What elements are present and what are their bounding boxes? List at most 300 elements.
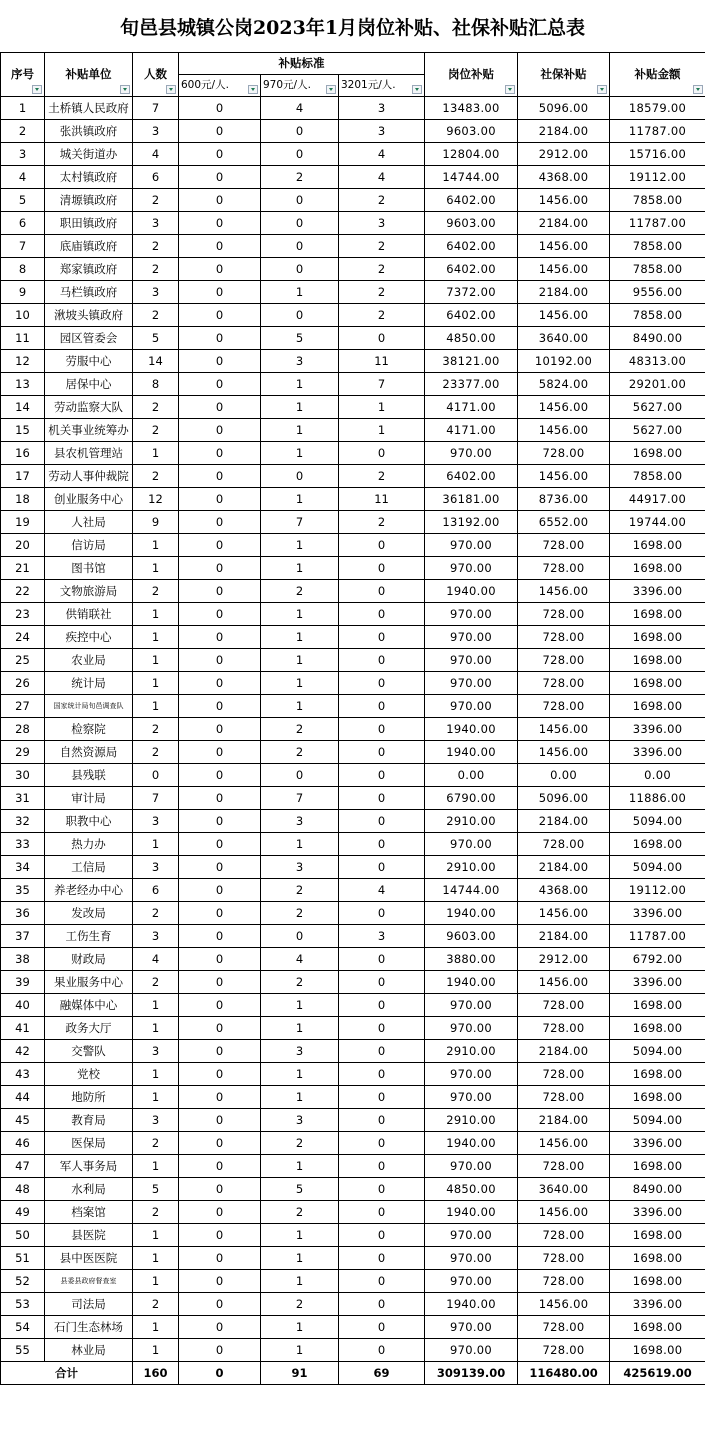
header-count[interactable]: 人数 bbox=[133, 53, 179, 97]
cell-std-600[interactable]: 0 bbox=[179, 764, 261, 787]
cell-unit[interactable]: 水利局 bbox=[45, 1178, 133, 1201]
table-row[interactable] bbox=[1, 718, 705, 741]
cell-std-3201[interactable]: 0 bbox=[339, 764, 425, 787]
cell-count[interactable]: 2 bbox=[133, 304, 179, 327]
cell-unit[interactable]: 创业服务中心 bbox=[45, 488, 133, 511]
cell-seq[interactable]: 9 bbox=[1, 281, 45, 304]
table-row[interactable] bbox=[1, 327, 705, 350]
cell-unit[interactable]: 石门生态林场 bbox=[45, 1316, 133, 1339]
cell-std-970[interactable]: 1 bbox=[261, 1270, 339, 1293]
header-std-970[interactable]: 970元/人. bbox=[261, 75, 339, 97]
cell-count[interactable]: 3 bbox=[133, 281, 179, 304]
filter-dropdown-icon[interactable] bbox=[693, 85, 703, 94]
cell-seq[interactable]: 3 bbox=[1, 143, 45, 166]
cell-count[interactable]: 5 bbox=[133, 1178, 179, 1201]
table-row[interactable] bbox=[1, 1178, 705, 1201]
cell-amount[interactable]: 29201.00 bbox=[610, 373, 705, 396]
table-row[interactable] bbox=[1, 672, 705, 695]
totals-amount[interactable]: 425619.00 bbox=[610, 1362, 705, 1385]
cell-std-3201[interactable]: 0 bbox=[339, 1040, 425, 1063]
cell-amount[interactable]: 1698.00 bbox=[610, 672, 705, 695]
cell-std-600[interactable]: 0 bbox=[179, 281, 261, 304]
cell-seq[interactable]: 51 bbox=[1, 1247, 45, 1270]
cell-count[interactable]: 2 bbox=[133, 235, 179, 258]
filter-dropdown-icon[interactable] bbox=[248, 85, 258, 94]
cell-std-3201[interactable]: 0 bbox=[339, 994, 425, 1017]
cell-seq[interactable]: 23 bbox=[1, 603, 45, 626]
totals-std-3201[interactable]: 69 bbox=[339, 1362, 425, 1385]
cell-count[interactable]: 3 bbox=[133, 1109, 179, 1132]
cell-amount[interactable]: 1698.00 bbox=[610, 695, 705, 718]
cell-post-subsidy[interactable]: 13192.00 bbox=[425, 511, 518, 534]
cell-amount[interactable]: 5094.00 bbox=[610, 1040, 705, 1063]
cell-post-subsidy[interactable]: 970.00 bbox=[425, 626, 518, 649]
cell-post-subsidy[interactable]: 1940.00 bbox=[425, 971, 518, 994]
cell-std-970[interactable]: 0 bbox=[261, 212, 339, 235]
cell-unit[interactable]: 机关事业统筹办 bbox=[45, 419, 133, 442]
cell-std-970[interactable]: 3 bbox=[261, 856, 339, 879]
cell-social-subsidy[interactable]: 2912.00 bbox=[518, 948, 610, 971]
cell-std-600[interactable]: 0 bbox=[179, 1339, 261, 1362]
cell-std-3201[interactable]: 2 bbox=[339, 511, 425, 534]
cell-std-3201[interactable]: 11 bbox=[339, 350, 425, 373]
cell-post-subsidy[interactable]: 6790.00 bbox=[425, 787, 518, 810]
cell-std-970[interactable]: 1 bbox=[261, 1086, 339, 1109]
table-row[interactable] bbox=[1, 1201, 705, 1224]
cell-seq[interactable]: 6 bbox=[1, 212, 45, 235]
cell-count[interactable]: 2 bbox=[133, 1293, 179, 1316]
cell-count[interactable]: 5 bbox=[133, 327, 179, 350]
cell-count[interactable]: 3 bbox=[133, 856, 179, 879]
cell-std-3201[interactable]: 2 bbox=[339, 235, 425, 258]
cell-unit[interactable]: 清塬镇政府 bbox=[45, 189, 133, 212]
cell-social-subsidy[interactable]: 1456.00 bbox=[518, 902, 610, 925]
cell-count[interactable]: 2 bbox=[133, 465, 179, 488]
cell-post-subsidy[interactable]: 970.00 bbox=[425, 994, 518, 1017]
cell-std-3201[interactable]: 0 bbox=[339, 1201, 425, 1224]
cell-std-970[interactable]: 4 bbox=[261, 97, 339, 120]
cell-amount[interactable]: 19112.00 bbox=[610, 879, 705, 902]
cell-amount[interactable]: 5094.00 bbox=[610, 856, 705, 879]
cell-post-subsidy[interactable]: 13483.00 bbox=[425, 97, 518, 120]
cell-std-3201[interactable]: 2 bbox=[339, 465, 425, 488]
cell-count[interactable]: 1 bbox=[133, 1017, 179, 1040]
cell-seq[interactable]: 53 bbox=[1, 1293, 45, 1316]
cell-count[interactable]: 9 bbox=[133, 511, 179, 534]
cell-unit[interactable]: 文物旅游局 bbox=[45, 580, 133, 603]
cell-seq[interactable]: 12 bbox=[1, 350, 45, 373]
cell-count[interactable]: 3 bbox=[133, 1040, 179, 1063]
cell-post-subsidy[interactable]: 970.00 bbox=[425, 1086, 518, 1109]
cell-social-subsidy[interactable]: 728.00 bbox=[518, 1339, 610, 1362]
cell-seq[interactable]: 47 bbox=[1, 1155, 45, 1178]
cell-std-600[interactable]: 0 bbox=[179, 1224, 261, 1247]
cell-std-970[interactable]: 2 bbox=[261, 580, 339, 603]
cell-post-subsidy[interactable]: 9603.00 bbox=[425, 925, 518, 948]
cell-seq[interactable]: 30 bbox=[1, 764, 45, 787]
cell-std-600[interactable]: 0 bbox=[179, 396, 261, 419]
cell-std-600[interactable]: 0 bbox=[179, 488, 261, 511]
cell-amount[interactable]: 11886.00 bbox=[610, 787, 705, 810]
cell-std-600[interactable]: 0 bbox=[179, 948, 261, 971]
cell-social-subsidy[interactable]: 728.00 bbox=[518, 626, 610, 649]
cell-seq[interactable]: 36 bbox=[1, 902, 45, 925]
cell-post-subsidy[interactable]: 970.00 bbox=[425, 1224, 518, 1247]
cell-std-970[interactable]: 7 bbox=[261, 787, 339, 810]
table-row[interactable] bbox=[1, 258, 705, 281]
cell-post-subsidy[interactable]: 6402.00 bbox=[425, 304, 518, 327]
cell-social-subsidy[interactable]: 2184.00 bbox=[518, 1040, 610, 1063]
cell-count[interactable]: 1 bbox=[133, 833, 179, 856]
cell-post-subsidy[interactable]: 1940.00 bbox=[425, 1201, 518, 1224]
cell-social-subsidy[interactable]: 728.00 bbox=[518, 1224, 610, 1247]
cell-seq[interactable]: 21 bbox=[1, 557, 45, 580]
cell-std-970[interactable]: 1 bbox=[261, 281, 339, 304]
cell-std-600[interactable]: 0 bbox=[179, 327, 261, 350]
table-row[interactable] bbox=[1, 97, 705, 120]
table-row[interactable] bbox=[1, 1155, 705, 1178]
cell-social-subsidy[interactable]: 1456.00 bbox=[518, 258, 610, 281]
filter-dropdown-icon[interactable] bbox=[32, 85, 42, 94]
cell-count[interactable]: 7 bbox=[133, 97, 179, 120]
cell-social-subsidy[interactable]: 2184.00 bbox=[518, 281, 610, 304]
cell-social-subsidy[interactable]: 5824.00 bbox=[518, 373, 610, 396]
cell-unit[interactable]: 统计局 bbox=[45, 672, 133, 695]
cell-amount[interactable]: 3396.00 bbox=[610, 902, 705, 925]
cell-social-subsidy[interactable]: 1456.00 bbox=[518, 718, 610, 741]
cell-std-600[interactable]: 0 bbox=[179, 212, 261, 235]
cell-post-subsidy[interactable]: 2910.00 bbox=[425, 856, 518, 879]
table-row[interactable] bbox=[1, 1132, 705, 1155]
cell-social-subsidy[interactable]: 1456.00 bbox=[518, 1132, 610, 1155]
cell-social-subsidy[interactable]: 728.00 bbox=[518, 1063, 610, 1086]
cell-post-subsidy[interactable]: 6402.00 bbox=[425, 189, 518, 212]
cell-std-600[interactable]: 0 bbox=[179, 787, 261, 810]
cell-social-subsidy[interactable]: 10192.00 bbox=[518, 350, 610, 373]
cell-seq[interactable]: 38 bbox=[1, 948, 45, 971]
header-total-amount[interactable]: 补贴金额 bbox=[610, 53, 705, 97]
cell-std-3201[interactable]: 4 bbox=[339, 143, 425, 166]
table-row[interactable] bbox=[1, 143, 705, 166]
cell-unit[interactable]: 人社局 bbox=[45, 511, 133, 534]
cell-amount[interactable]: 1698.00 bbox=[610, 1086, 705, 1109]
cell-post-subsidy[interactable]: 4850.00 bbox=[425, 1178, 518, 1201]
cell-std-970[interactable]: 5 bbox=[261, 1178, 339, 1201]
cell-std-970[interactable]: 5 bbox=[261, 327, 339, 350]
cell-std-3201[interactable]: 0 bbox=[339, 741, 425, 764]
cell-unit[interactable]: 劳动监察大队 bbox=[45, 396, 133, 419]
cell-unit[interactable]: 城关街道办 bbox=[45, 143, 133, 166]
cell-std-3201[interactable]: 0 bbox=[339, 1178, 425, 1201]
cell-post-subsidy[interactable]: 970.00 bbox=[425, 1017, 518, 1040]
cell-unit[interactable]: 医保局 bbox=[45, 1132, 133, 1155]
cell-unit[interactable]: 县农机管理站 bbox=[45, 442, 133, 465]
cell-std-600[interactable]: 0 bbox=[179, 442, 261, 465]
cell-std-970[interactable]: 1 bbox=[261, 1316, 339, 1339]
cell-std-3201[interactable]: 3 bbox=[339, 120, 425, 143]
cell-std-600[interactable]: 0 bbox=[179, 833, 261, 856]
cell-post-subsidy[interactable]: 6402.00 bbox=[425, 258, 518, 281]
cell-unit[interactable]: 果业服务中心 bbox=[45, 971, 133, 994]
cell-amount[interactable]: 1698.00 bbox=[610, 1063, 705, 1086]
cell-std-3201[interactable]: 0 bbox=[339, 1224, 425, 1247]
cell-post-subsidy[interactable]: 1940.00 bbox=[425, 1132, 518, 1155]
table-row[interactable] bbox=[1, 1316, 705, 1339]
cell-unit[interactable]: 审计局 bbox=[45, 787, 133, 810]
cell-seq[interactable]: 54 bbox=[1, 1316, 45, 1339]
cell-count[interactable]: 2 bbox=[133, 419, 179, 442]
cell-unit[interactable]: 热力办 bbox=[45, 833, 133, 856]
cell-std-600[interactable]: 0 bbox=[179, 649, 261, 672]
cell-std-600[interactable]: 0 bbox=[179, 879, 261, 902]
cell-std-3201[interactable]: 2 bbox=[339, 304, 425, 327]
table-row[interactable] bbox=[1, 1293, 705, 1316]
cell-std-3201[interactable]: 0 bbox=[339, 695, 425, 718]
cell-std-600[interactable]: 0 bbox=[179, 235, 261, 258]
cell-social-subsidy[interactable]: 4368.00 bbox=[518, 166, 610, 189]
cell-std-970[interactable]: 1 bbox=[261, 1339, 339, 1362]
cell-std-600[interactable]: 0 bbox=[179, 580, 261, 603]
cell-unit[interactable]: 信访局 bbox=[45, 534, 133, 557]
cell-social-subsidy[interactable]: 2184.00 bbox=[518, 1109, 610, 1132]
table-row[interactable] bbox=[1, 879, 705, 902]
cell-amount[interactable]: 1698.00 bbox=[610, 649, 705, 672]
cell-post-subsidy[interactable]: 970.00 bbox=[425, 442, 518, 465]
cell-seq[interactable]: 55 bbox=[1, 1339, 45, 1362]
cell-social-subsidy[interactable]: 1456.00 bbox=[518, 971, 610, 994]
cell-std-3201[interactable]: 0 bbox=[339, 1270, 425, 1293]
cell-post-subsidy[interactable]: 4171.00 bbox=[425, 419, 518, 442]
table-row[interactable] bbox=[1, 649, 705, 672]
cell-seq[interactable]: 1 bbox=[1, 97, 45, 120]
table-row[interactable] bbox=[1, 120, 705, 143]
cell-post-subsidy[interactable]: 970.00 bbox=[425, 1339, 518, 1362]
cell-std-3201[interactable]: 2 bbox=[339, 258, 425, 281]
cell-unit[interactable]: 国家统计局旬邑调查队 bbox=[45, 695, 133, 718]
cell-std-970[interactable]: 2 bbox=[261, 1293, 339, 1316]
cell-std-970[interactable]: 4 bbox=[261, 948, 339, 971]
cell-std-3201[interactable]: 0 bbox=[339, 1293, 425, 1316]
cell-unit[interactable]: 军人事务局 bbox=[45, 1155, 133, 1178]
cell-amount[interactable]: 1698.00 bbox=[610, 626, 705, 649]
header-std-3201[interactable]: 3201元/人. bbox=[339, 75, 425, 97]
table-row[interactable] bbox=[1, 1040, 705, 1063]
cell-std-3201[interactable]: 0 bbox=[339, 833, 425, 856]
cell-post-subsidy[interactable]: 2910.00 bbox=[425, 810, 518, 833]
cell-post-subsidy[interactable]: 970.00 bbox=[425, 1270, 518, 1293]
cell-std-970[interactable]: 3 bbox=[261, 350, 339, 373]
cell-unit[interactable]: 档案馆 bbox=[45, 1201, 133, 1224]
cell-amount[interactable]: 3396.00 bbox=[610, 580, 705, 603]
cell-post-subsidy[interactable]: 1940.00 bbox=[425, 718, 518, 741]
cell-count[interactable]: 1 bbox=[133, 649, 179, 672]
cell-amount[interactable]: 1698.00 bbox=[610, 1247, 705, 1270]
table-row[interactable] bbox=[1, 810, 705, 833]
totals-std-970[interactable]: 91 bbox=[261, 1362, 339, 1385]
cell-std-600[interactable]: 0 bbox=[179, 166, 261, 189]
cell-post-subsidy[interactable]: 970.00 bbox=[425, 1316, 518, 1339]
cell-social-subsidy[interactable]: 728.00 bbox=[518, 603, 610, 626]
cell-std-3201[interactable]: 0 bbox=[339, 787, 425, 810]
cell-count[interactable]: 2 bbox=[133, 718, 179, 741]
cell-unit[interactable]: 职教中心 bbox=[45, 810, 133, 833]
cell-social-subsidy[interactable]: 1456.00 bbox=[518, 741, 610, 764]
cell-social-subsidy[interactable]: 728.00 bbox=[518, 1270, 610, 1293]
table-row[interactable] bbox=[1, 488, 705, 511]
cell-unit[interactable]: 财政局 bbox=[45, 948, 133, 971]
cell-count[interactable]: 2 bbox=[133, 189, 179, 212]
totals-social-subsidy[interactable]: 116480.00 bbox=[518, 1362, 610, 1385]
cell-social-subsidy[interactable]: 4368.00 bbox=[518, 879, 610, 902]
cell-seq[interactable]: 52 bbox=[1, 1270, 45, 1293]
cell-std-3201[interactable]: 0 bbox=[339, 672, 425, 695]
cell-std-970[interactable]: 1 bbox=[261, 442, 339, 465]
filter-dropdown-icon[interactable] bbox=[597, 85, 607, 94]
table-row[interactable] bbox=[1, 212, 705, 235]
cell-std-3201[interactable]: 0 bbox=[339, 626, 425, 649]
table-row[interactable] bbox=[1, 557, 705, 580]
cell-social-subsidy[interactable]: 728.00 bbox=[518, 557, 610, 580]
cell-count[interactable]: 12 bbox=[133, 488, 179, 511]
cell-post-subsidy[interactable]: 14744.00 bbox=[425, 879, 518, 902]
cell-social-subsidy[interactable]: 2184.00 bbox=[518, 810, 610, 833]
cell-std-600[interactable]: 0 bbox=[179, 1132, 261, 1155]
cell-std-3201[interactable]: 1 bbox=[339, 419, 425, 442]
cell-unit[interactable]: 马栏镇政府 bbox=[45, 281, 133, 304]
cell-unit[interactable]: 图书馆 bbox=[45, 557, 133, 580]
cell-amount[interactable]: 19744.00 bbox=[610, 511, 705, 534]
cell-seq[interactable]: 45 bbox=[1, 1109, 45, 1132]
cell-amount[interactable]: 6792.00 bbox=[610, 948, 705, 971]
cell-social-subsidy[interactable]: 2184.00 bbox=[518, 856, 610, 879]
cell-std-970[interactable]: 1 bbox=[261, 488, 339, 511]
cell-std-970[interactable]: 1 bbox=[261, 649, 339, 672]
table-row[interactable] bbox=[1, 373, 705, 396]
cell-post-subsidy[interactable]: 9603.00 bbox=[425, 120, 518, 143]
table-row[interactable] bbox=[1, 902, 705, 925]
cell-std-600[interactable]: 0 bbox=[179, 718, 261, 741]
cell-seq[interactable]: 46 bbox=[1, 1132, 45, 1155]
cell-std-970[interactable]: 1 bbox=[261, 1063, 339, 1086]
cell-seq[interactable]: 8 bbox=[1, 258, 45, 281]
cell-seq[interactable]: 39 bbox=[1, 971, 45, 994]
cell-amount[interactable]: 1698.00 bbox=[610, 1224, 705, 1247]
cell-std-970[interactable]: 3 bbox=[261, 1040, 339, 1063]
cell-count[interactable]: 2 bbox=[133, 580, 179, 603]
cell-amount[interactable]: 1698.00 bbox=[610, 1270, 705, 1293]
cell-unit[interactable]: 县医院 bbox=[45, 1224, 133, 1247]
cell-std-600[interactable]: 0 bbox=[179, 120, 261, 143]
table-row[interactable] bbox=[1, 1339, 705, 1362]
cell-std-600[interactable]: 0 bbox=[179, 1178, 261, 1201]
cell-seq[interactable]: 15 bbox=[1, 419, 45, 442]
cell-seq[interactable]: 32 bbox=[1, 810, 45, 833]
filter-dropdown-icon[interactable] bbox=[412, 85, 422, 94]
table-row[interactable] bbox=[1, 833, 705, 856]
cell-unit[interactable]: 司法局 bbox=[45, 1293, 133, 1316]
cell-std-3201[interactable]: 0 bbox=[339, 718, 425, 741]
cell-std-600[interactable]: 0 bbox=[179, 672, 261, 695]
cell-seq[interactable]: 31 bbox=[1, 787, 45, 810]
cell-amount[interactable]: 1698.00 bbox=[610, 1155, 705, 1178]
cell-amount[interactable]: 8490.00 bbox=[610, 1178, 705, 1201]
cell-unit[interactable]: 园区管委会 bbox=[45, 327, 133, 350]
cell-std-970[interactable]: 1 bbox=[261, 419, 339, 442]
cell-seq[interactable]: 41 bbox=[1, 1017, 45, 1040]
cell-post-subsidy[interactable]: 2910.00 bbox=[425, 1109, 518, 1132]
cell-std-600[interactable]: 0 bbox=[179, 97, 261, 120]
cell-std-3201[interactable]: 0 bbox=[339, 1247, 425, 1270]
header-unit[interactable]: 补贴单位 bbox=[45, 53, 133, 97]
cell-std-3201[interactable]: 1 bbox=[339, 396, 425, 419]
cell-std-970[interactable]: 0 bbox=[261, 465, 339, 488]
cell-std-970[interactable]: 1 bbox=[261, 373, 339, 396]
cell-std-970[interactable]: 1 bbox=[261, 994, 339, 1017]
cell-std-3201[interactable]: 2 bbox=[339, 189, 425, 212]
cell-std-3201[interactable]: 0 bbox=[339, 1339, 425, 1362]
cell-amount[interactable]: 5627.00 bbox=[610, 396, 705, 419]
cell-count[interactable]: 1 bbox=[133, 1339, 179, 1362]
cell-std-3201[interactable]: 7 bbox=[339, 373, 425, 396]
cell-std-3201[interactable]: 0 bbox=[339, 1086, 425, 1109]
cell-unit[interactable]: 自然资源局 bbox=[45, 741, 133, 764]
cell-unit[interactable]: 郑家镇政府 bbox=[45, 258, 133, 281]
cell-post-subsidy[interactable]: 1940.00 bbox=[425, 580, 518, 603]
cell-std-3201[interactable]: 0 bbox=[339, 442, 425, 465]
cell-std-970[interactable]: 1 bbox=[261, 557, 339, 580]
cell-count[interactable]: 2 bbox=[133, 902, 179, 925]
cell-amount[interactable]: 7858.00 bbox=[610, 258, 705, 281]
cell-std-970[interactable]: 2 bbox=[261, 718, 339, 741]
cell-amount[interactable]: 7858.00 bbox=[610, 189, 705, 212]
cell-amount[interactable]: 48313.00 bbox=[610, 350, 705, 373]
table-row[interactable] bbox=[1, 534, 705, 557]
cell-amount[interactable]: 1698.00 bbox=[610, 1339, 705, 1362]
cell-std-3201[interactable]: 0 bbox=[339, 948, 425, 971]
header-social-subsidy[interactable]: 社保补贴 bbox=[518, 53, 610, 97]
cell-std-3201[interactable]: 4 bbox=[339, 879, 425, 902]
cell-count[interactable]: 1 bbox=[133, 695, 179, 718]
filter-dropdown-icon[interactable] bbox=[326, 85, 336, 94]
cell-seq[interactable]: 34 bbox=[1, 856, 45, 879]
cell-std-970[interactable]: 1 bbox=[261, 1247, 339, 1270]
cell-social-subsidy[interactable]: 728.00 bbox=[518, 1247, 610, 1270]
table-row[interactable] bbox=[1, 442, 705, 465]
cell-count[interactable]: 1 bbox=[133, 1155, 179, 1178]
cell-std-3201[interactable]: 0 bbox=[339, 327, 425, 350]
table-row[interactable] bbox=[1, 741, 705, 764]
cell-social-subsidy[interactable]: 728.00 bbox=[518, 672, 610, 695]
cell-post-subsidy[interactable]: 970.00 bbox=[425, 1247, 518, 1270]
cell-std-600[interactable]: 0 bbox=[179, 626, 261, 649]
cell-unit[interactable]: 农业局 bbox=[45, 649, 133, 672]
cell-social-subsidy[interactable]: 728.00 bbox=[518, 833, 610, 856]
cell-std-970[interactable]: 2 bbox=[261, 741, 339, 764]
cell-amount[interactable]: 1698.00 bbox=[610, 442, 705, 465]
cell-amount[interactable]: 44917.00 bbox=[610, 488, 705, 511]
cell-std-970[interactable]: 0 bbox=[261, 189, 339, 212]
totals-row[interactable] bbox=[1, 1362, 705, 1385]
cell-unit[interactable]: 养老经办中心 bbox=[45, 879, 133, 902]
table-row[interactable] bbox=[1, 281, 705, 304]
cell-seq[interactable]: 18 bbox=[1, 488, 45, 511]
cell-seq[interactable]: 26 bbox=[1, 672, 45, 695]
cell-post-subsidy[interactable]: 970.00 bbox=[425, 1155, 518, 1178]
cell-std-970[interactable]: 0 bbox=[261, 258, 339, 281]
cell-std-970[interactable]: 1 bbox=[261, 396, 339, 419]
table-row[interactable] bbox=[1, 603, 705, 626]
cell-seq[interactable]: 24 bbox=[1, 626, 45, 649]
